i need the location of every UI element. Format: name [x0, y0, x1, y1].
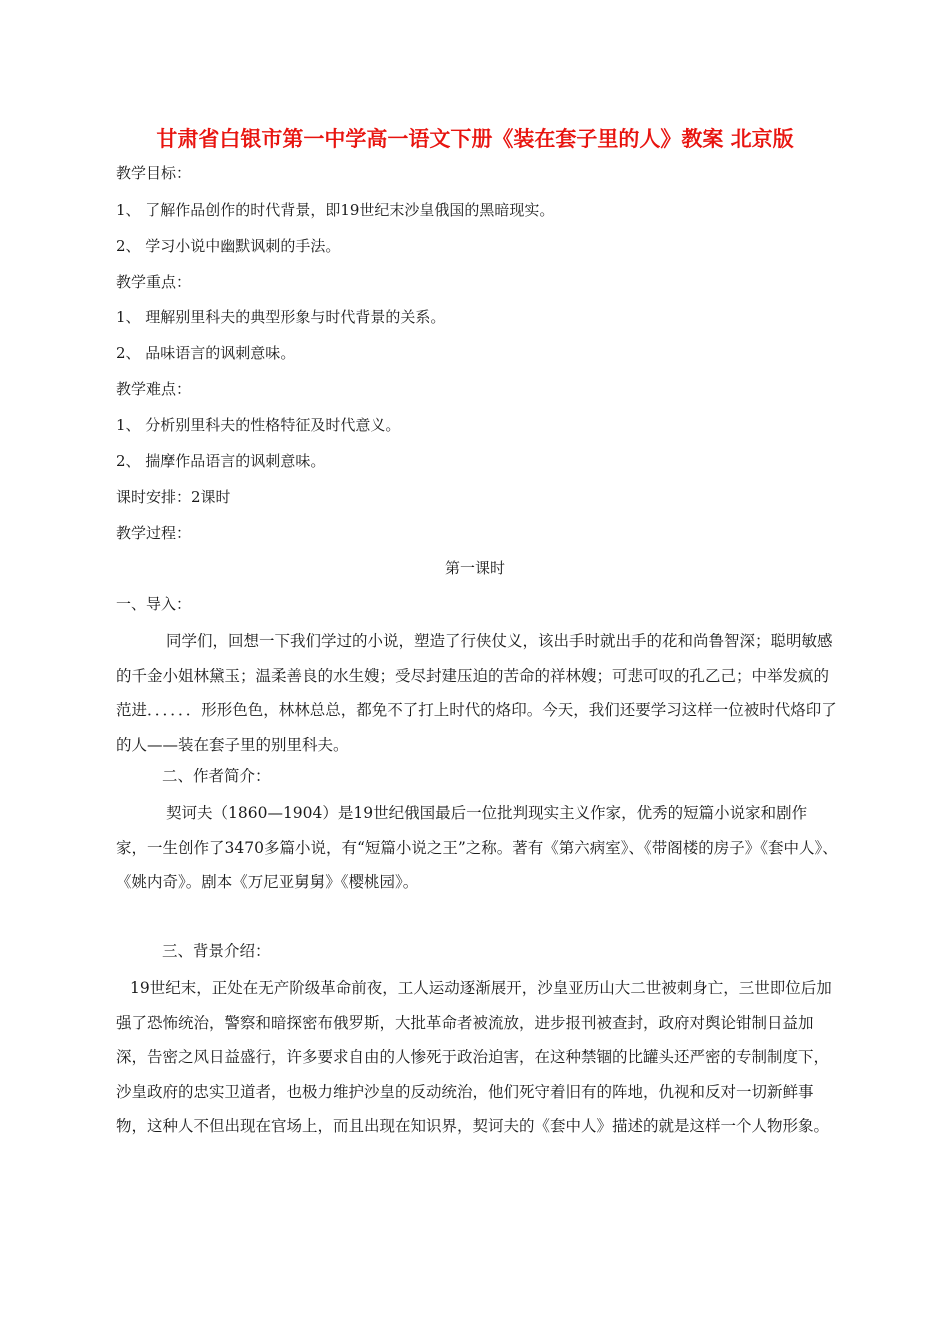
process-heading: 教学过程：	[116, 524, 192, 542]
goals-heading: 教学目标：	[116, 164, 192, 182]
section3-heading: 三、背景介绍：	[162, 942, 271, 960]
section2-text: 契诃夫（1860—1904）是19世纪俄国最后一位批判现实主义作家，优秀的短篇小说家和剧作家，一生创作了3470多篇小说，有“短篇小说之王”之称。著有《第六病室》、《带阁楼的房子》《套中人》、《姚内奇》。剧本《万尼亚舅舅》《樱桃园》。	[116, 804, 838, 891]
key-item: 1、 理解别里科夫的典型形象与时代背景的关系。	[116, 308, 446, 326]
difficult-item: 2、 揣摩作品语言的讽刺意味。	[116, 452, 326, 470]
schedule: 课时安排：2课时	[116, 488, 231, 506]
key-heading: 教学重点：	[116, 273, 192, 291]
goal-item: 2、 学习小说中幽默讽刺的手法。	[116, 237, 341, 255]
key-item: 2、 品味语言的讽刺意味。	[116, 344, 296, 362]
lesson-title: 第一课时	[444, 559, 505, 577]
section1-heading: 一、导入：	[116, 595, 192, 613]
document-title: 甘肃省白银市第一中学高一语文下册《装在套子里的人》教案 北京版	[156, 127, 794, 151]
section2-heading: 二、作者简介：	[162, 767, 271, 785]
section3-text: 19世纪末，正处在无产阶级革命前夜，工人运动逐渐展开，沙皇亚历山大二世被刺身亡，三世即位后加强了恐怖统治，警察和暗探密布俄罗斯，大批革命者被流放，进步报刊被查封，政府对舆论钳制日益加深，告密之风日益盛行，许多要求自由的人惨死于政治迫害，在这种禁锢的比罐头还严密的专制制度下，沙皇政府的忠实卫道者，也极力维护沙皇的反动统治，他们死守着旧有的阵地，仇视和反对一切新鲜事物，这种人不但出现在官场上，而且出现在知识界，契诃夫的《套中人》描述的就是这样一个人物形象。	[116, 979, 832, 1135]
difficult-heading: 教学难点：	[116, 380, 192, 398]
section1-text: 同学们，回想一下我们学过的小说，塑造了行侠仗义，该出手时就出手的花和尚鲁智深；聪明敏感的千金小姐林黛玉；温柔善良的水生嫂；受尽封建压迫的苦命的祥林嫂；可悲可叹的孔乙己；中举发疯的范进．．．．．．形形色色，林林总总，都免不了打上时代的烙印。今天，我们还要学习这样一位被时代烙印了的人——装在套子里的别里科夫。	[116, 632, 837, 754]
difficult-item: 1、 分析别里科夫的性格特征及时代意义。	[116, 416, 401, 434]
goal-item: 1、 了解作品创作的时代背景，即19世纪末沙皇俄国的黑暗现实。	[116, 201, 555, 219]
